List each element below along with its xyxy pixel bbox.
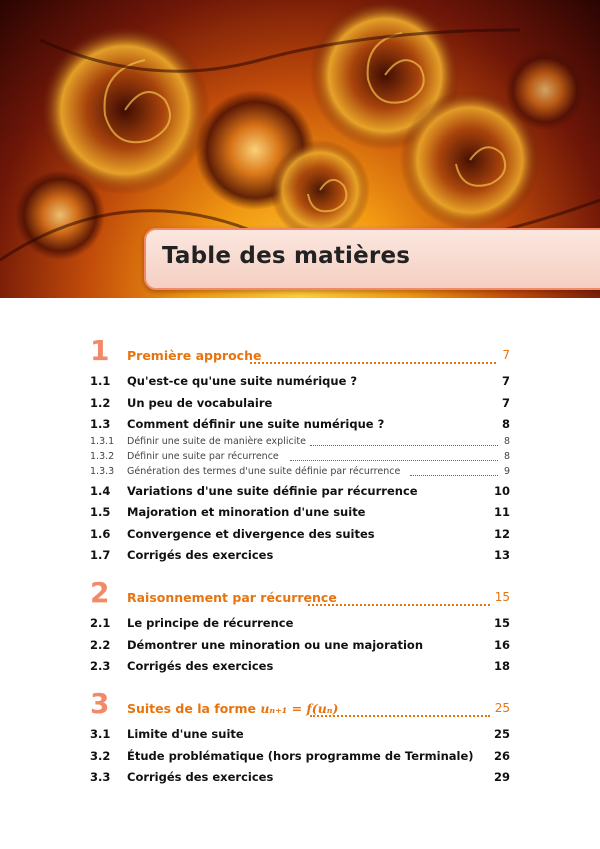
section-page: 11 — [493, 505, 510, 519]
chapter-title: Première approche — [127, 348, 262, 363]
section-number: 1.4 — [90, 483, 111, 498]
section-page: 18 — [493, 659, 510, 673]
subsection-title: Génération des termes d'une suite définie par récurrence — [127, 466, 404, 477]
section-title: Majoration et minoration d'une suite — [127, 505, 366, 519]
subsection-title: Définir une suite de manière explicite — [127, 436, 310, 447]
subsection-number: 1.3.1 — [90, 436, 115, 447]
dot-leader — [310, 703, 490, 717]
section-page: 29 — [493, 770, 510, 784]
section-title: Limite d'une suite — [127, 727, 244, 741]
section-title: Corrigés des exercices — [127, 548, 274, 562]
section-number: 2.3 — [90, 659, 111, 673]
chapter-page: 7 — [502, 348, 510, 362]
subsection-entry[interactable] — [90, 465, 510, 480]
section-page: 7 — [501, 374, 510, 388]
chapter-number: 3 — [90, 687, 110, 720]
section-title: Le principe de récurrence — [127, 616, 294, 630]
table-of-contents — [90, 334, 510, 788]
chapter-title: Raisonnement par récurrence — [127, 590, 337, 605]
chapter-entry[interactable] — [90, 687, 510, 720]
section-title: Étude problématique (hors programme de Terminale) — [127, 748, 474, 763]
section-number: 1.7 — [90, 548, 111, 562]
dot-leader — [410, 474, 498, 476]
chapter-page: 25 — [494, 701, 510, 715]
section-entry[interactable] — [90, 394, 510, 414]
section-entry[interactable] — [90, 525, 510, 545]
section-page: 13 — [493, 548, 510, 562]
subsection-number: 1.3.3 — [90, 466, 115, 477]
section-number: 2.2 — [90, 637, 111, 652]
section-number: 2.1 — [90, 616, 111, 630]
section-title: Convergence et divergence des suites — [127, 526, 375, 541]
section-number: 1.1 — [90, 374, 111, 388]
dot-leader — [290, 459, 498, 461]
section-entry[interactable] — [90, 725, 510, 745]
section-title: Qu'est-ce qu'une suite numérique ? — [127, 374, 358, 388]
chapter-page: 15 — [494, 590, 510, 604]
section-entry[interactable] — [90, 747, 510, 767]
section-title: Corrigés des exercices — [127, 770, 274, 784]
section-page: 10 — [493, 483, 510, 498]
section-entry[interactable] — [90, 372, 510, 392]
section-title: Variations d'une suite définie par récurrence — [127, 483, 418, 498]
section-entry[interactable] — [90, 503, 510, 523]
section-number: 3.3 — [90, 770, 111, 784]
section-number: 1.5 — [90, 505, 111, 519]
dot-leader — [310, 444, 498, 446]
page-title: Table des matières — [162, 243, 411, 269]
subsection-page: 8 — [503, 436, 510, 447]
chapter-title — [127, 701, 338, 716]
chapter-title-text: Suites de la forme — [127, 701, 256, 716]
section-entry[interactable] — [90, 415, 510, 435]
subsection-page: 9 — [503, 466, 510, 477]
chapter-number: 1 — [90, 334, 110, 367]
section-title: Un peu de vocabulaire — [127, 395, 273, 410]
section-title: Démontrer une minoration ou une majoration — [127, 637, 424, 652]
section-number: 1.6 — [90, 526, 111, 541]
section-page: 25 — [493, 727, 510, 741]
dot-leader — [308, 592, 490, 606]
chapter-title-formula: uₙ₊₁ = f(uₙ) — [260, 701, 339, 716]
section-page: 26 — [493, 748, 510, 763]
section-page: 16 — [493, 637, 510, 652]
dot-leader — [250, 350, 496, 364]
section-page: 7 — [501, 395, 510, 410]
section-entry[interactable] — [90, 546, 510, 566]
chapter-entry[interactable] — [90, 334, 510, 367]
section-entry[interactable] — [90, 657, 510, 677]
title-box — [144, 228, 600, 290]
subsection-entry[interactable] — [90, 435, 510, 450]
section-number: 1.2 — [90, 395, 111, 410]
section-page: 8 — [501, 417, 510, 431]
subsection-title: Définir une suite par récurrence — [127, 451, 283, 462]
section-number: 1.3 — [90, 417, 111, 431]
chapter-entry[interactable] — [90, 576, 510, 609]
subsection-page: 8 — [503, 451, 510, 462]
section-number: 3.1 — [90, 727, 111, 741]
section-entry[interactable] — [90, 614, 510, 634]
section-title: Comment définir une suite numérique ? — [127, 417, 385, 431]
section-entry[interactable] — [90, 768, 510, 788]
fractal-banner — [0, 0, 600, 298]
section-entry[interactable] — [90, 636, 510, 656]
subsection-entry[interactable] — [90, 450, 510, 465]
section-entry[interactable] — [90, 482, 510, 502]
chapter-number: 2 — [90, 576, 110, 609]
section-number: 3.2 — [90, 748, 111, 763]
subsection-number: 1.3.2 — [90, 451, 115, 462]
section-page: 12 — [493, 526, 510, 541]
section-page: 15 — [493, 616, 510, 630]
section-title: Corrigés des exercices — [127, 659, 274, 673]
